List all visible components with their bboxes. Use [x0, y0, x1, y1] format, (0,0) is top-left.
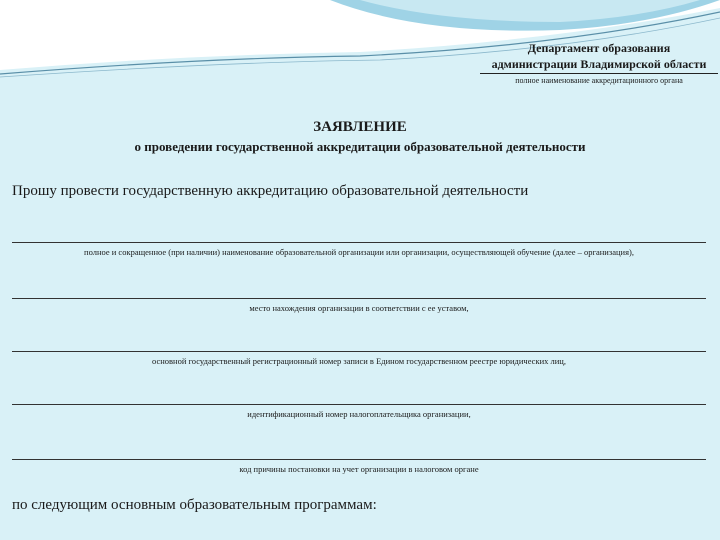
form-field-ogrn: [12, 351, 706, 366]
form-field-caption: место нахождения организации в соответствии с ее уставом,: [249, 303, 469, 313]
form-field-caption: идентификационный номер налогоплательщика организации,: [247, 409, 471, 419]
form-field-line: [12, 298, 706, 299]
form-field-organization-name: [12, 242, 706, 257]
programs-heading: по следующим основным образовательным программам:: [12, 497, 377, 513]
form-field-line: [12, 459, 706, 460]
department-underline: [480, 73, 718, 74]
department-name-line1: Департамент образования: [527, 41, 671, 55]
accreditation-body-block: [480, 40, 718, 86]
form-field-line: [12, 242, 706, 243]
department-caption: полное наименование аккредитационного органа: [515, 76, 683, 85]
request-text: Прошу провести государственную аккредитацию образовательной деятельности: [12, 183, 529, 199]
document-title: ЗАЯВЛЕНИЕ: [313, 119, 407, 135]
form-field-kpp: [12, 459, 706, 474]
form-field-inn: [12, 404, 706, 419]
department-name-line2: администрации Владимирской области: [491, 57, 707, 71]
form-field-caption: полное и сокращенное (при наличии) наименование образовательной организации или организации, осуществляющей обучение (далее – организация),: [84, 247, 634, 257]
form-field-line: [12, 351, 706, 352]
form-field-caption: код причины постановки на учет организации в налоговом органе: [239, 464, 479, 474]
form-field-line: [12, 404, 706, 405]
form-field-location: [12, 298, 706, 313]
document-subtitle: о проведении государственной аккредитации образовательной деятельности: [134, 139, 586, 154]
form-field-caption: основной государственный регистрационный номер записи в Едином государственном реестре юридических лиц,: [152, 356, 566, 366]
